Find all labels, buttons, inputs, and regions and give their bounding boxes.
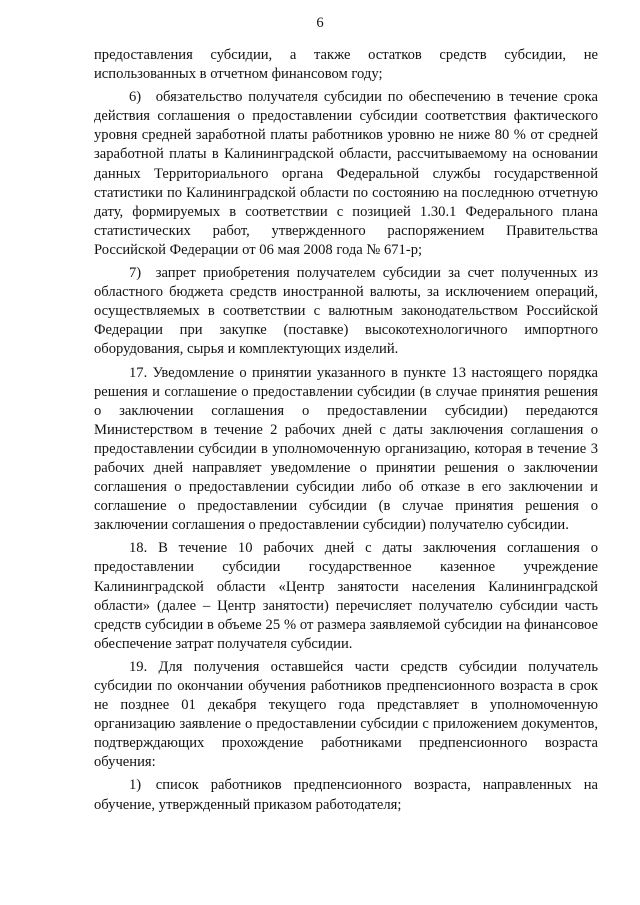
paragraph-item-7: 7) запрет приобретения получателем субсидии за счет полученных из областного бюджета средств иностранной валюты, за исключением операций, осуществляемых в соответствии с валютным законодательством Российской Федерации при закупке (поставке) высокотехнологичного импортного оборудования, сырья и комплектующих изделий. — [94, 265, 598, 358]
paragraph-item-1: 1) список работников предпенсионного возраста, направленных на обучение, утвержденный приказом работодателя; — [94, 777, 598, 813]
document-body — [94, 46, 598, 815]
paragraph-clause-18: 18. В течение 10 рабочих дней с даты заключения соглашения о предоставлении субсидии государственное казенное учреждение Калининградской области «Центр занятости населения Калининградской области» (далее – Центр занятости) перечисляет получателю субсидии часть средств субсидии в объеме 25 % от размера заявляемой субсидии на финансовое обеспечение затрат получателя субсидии. — [94, 540, 598, 652]
page-number: 6 — [316, 15, 324, 31]
paragraph-clause-17: 17. Уведомление о принятии указанного в пункте 13 настоящего порядка решения и соглашение о предоставлении субсидии (в случае принятия решения о заключении соглашения о предоставлении субсидии) передаются Министерством в течение 2 рабочих дней с даты заключения соглашения о предоставлении субсидии в уполномоченную организацию, которая в течение 3 рабочих дней направляет уведомление о принятии решения о заключении соглашения о предоставлении субсидии либо об отказе в его заключении и соглашение о предоставлении субсидии (в случае принятия решения о заключении соглашения о предоставлении субсидии) получателю субсидии. — [94, 364, 598, 534]
paragraph-continuation: предоставления субсидии, а также остатков средств субсидии, не использованных в отчетном финансовом году; — [94, 47, 598, 83]
paragraph-item-6: 6) обязательство получателя субсидии по обеспечению в течение срока действия соглашения о предоставлении субсидии соответствия фактического уровня средней заработной платы работников уровню не ниже 80 % от средней заработной платы в Калининградской области, рассчитываемому на основании данных Территориального органа Федеральной службы государственной статистики по Калининградской области по состоянию на последнюю отчетную дату, формируемых в соответствии с позицией 1.30.1 Федерального плана статистических работ, утвержденного распоряжением Правительства Российской Федерации от 06 мая 2008 года № 671-р; — [94, 89, 598, 258]
paragraph-clause-19: 19. Для получения оставшейся части средств субсидии получатель субсидии по окончании обучения работников предпенсионного возраста в срок не позднее 01 декабря текущего года представляет в уполномоченную организацию заявление о предоставлении субсидии с приложением документов, подтверждающих прохождение работниками предпенсионного возраста обучения: — [94, 658, 598, 771]
